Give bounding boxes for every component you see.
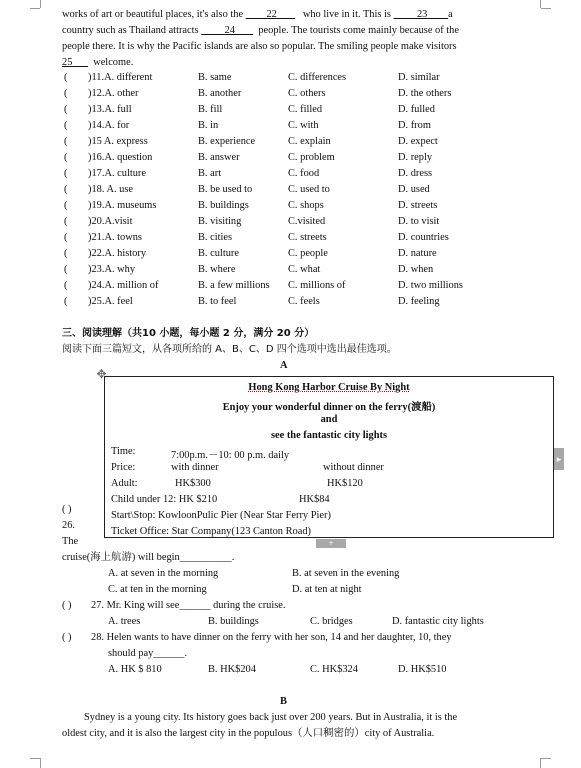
ticket-office: Ticket Office: Star Company(123 Canton Road)	[111, 526, 311, 537]
option-c[interactable]: C. millions of	[288, 280, 346, 291]
passage-line	[62, 56, 133, 69]
question-number: )18. A. use	[88, 184, 134, 195]
q27-paren: ( )	[62, 600, 72, 611]
option-d[interactable]: D. countries	[398, 232, 449, 243]
question-number: )11.A. different	[88, 72, 153, 83]
crop-mark	[40, 758, 41, 768]
option-b[interactable]: B. another	[198, 88, 242, 99]
question-number: )17.A. culture	[88, 168, 146, 179]
answer-paren: (	[64, 280, 68, 291]
child-label: Child under 12: HK $210	[111, 494, 218, 505]
option-c[interactable]: C. with	[288, 120, 319, 131]
answer-paren: (	[64, 248, 68, 259]
q28-stem-continued: should pay______.	[108, 648, 188, 659]
option-c[interactable]: C. problem	[288, 152, 335, 163]
answer-paren: (	[64, 200, 68, 211]
crop-mark	[30, 8, 40, 9]
question-number: )20.A.visit	[88, 216, 133, 227]
option-c[interactable]: C. what	[288, 264, 321, 275]
blank-24: 24	[224, 25, 235, 36]
answer-paren: (	[64, 184, 68, 195]
blank-22: 22	[266, 9, 277, 20]
option-d[interactable]: D. streets	[398, 200, 438, 211]
answer-paren: (	[64, 216, 68, 227]
crop-mark	[540, 758, 541, 768]
question-number: )12.A. other	[88, 88, 139, 99]
option-b[interactable]: B. experience	[198, 136, 256, 147]
answer-paren: (	[64, 104, 68, 115]
option-d[interactable]: D. used	[398, 184, 430, 195]
answer-paren: (	[64, 152, 68, 163]
question-number: )16.A. question	[88, 152, 153, 163]
answer-paren: (	[64, 88, 68, 99]
passage-text: people. The tourists come mainly because of the	[258, 25, 459, 36]
passage-b-line: Sydney is a young city. Its history goes back just over 200 years. But in Australia, it is the	[84, 712, 458, 723]
option-d[interactable]: D. expect	[398, 136, 438, 147]
option-b[interactable]: B. where	[198, 264, 236, 275]
question-number: )23.A. why	[88, 264, 136, 275]
option-b[interactable]: B. to feel	[198, 296, 237, 307]
adult-label: Adult:	[111, 478, 138, 489]
q28-option-c[interactable]: C. HK$324	[310, 664, 358, 675]
option-c[interactable]: C. food	[288, 168, 320, 179]
price-label: Price:	[111, 462, 136, 473]
question-number: )25.A. feel	[88, 296, 133, 307]
option-c[interactable]: C. filled	[288, 104, 323, 115]
q26-number: 26.	[62, 520, 75, 531]
answer-paren: (	[64, 232, 68, 243]
passage-text: welcome.	[93, 57, 134, 68]
q26-option-c[interactable]: C. at ten in the morning	[108, 584, 207, 595]
q28-option-a[interactable]: A. HK $ 810	[108, 664, 162, 675]
price-with-dinner: with dinner	[171, 462, 219, 473]
option-d[interactable]: D. the others	[398, 88, 452, 99]
option-b[interactable]: B. buildings	[198, 200, 249, 211]
option-c[interactable]: C. others	[288, 88, 326, 99]
q27-option-a[interactable]: A. trees	[108, 616, 141, 627]
question-number: )24.A. million of	[88, 280, 159, 291]
q28-stem: 28. Helen wants to have dinner on the ferry with her son, 14 and her daughter, 10, they	[91, 632, 452, 643]
add-row-button[interactable]: +	[316, 539, 346, 548]
question-number: )19.A. museums	[88, 200, 157, 211]
option-c[interactable]: C. explain	[288, 136, 331, 147]
option-c[interactable]: C. shops	[288, 200, 324, 211]
passage-text: works of art or beautiful places, it's also the	[62, 9, 244, 20]
ad-line2: Enjoy your wonderful dinner on the ferry(渡船)	[222, 402, 436, 413]
q26-option-a[interactable]: A. at seven in the morning	[108, 568, 219, 579]
passage-b-label: B	[280, 696, 287, 707]
adult-without-price: HK$120	[327, 478, 363, 489]
child-without-price: HK$84	[299, 494, 330, 505]
option-d[interactable]: D. fulled	[398, 104, 435, 115]
q26-paren: ( )	[62, 504, 72, 515]
option-b[interactable]: B. a few millions	[198, 280, 270, 291]
option-c[interactable]: C. streets	[288, 232, 327, 243]
section-instruction: 阅读下面三篇短文，从各项所给的 A、B、C、D 四个选项中选出最佳选项。	[62, 344, 397, 355]
passage-a-label: A	[280, 360, 288, 371]
answer-paren: (	[64, 72, 68, 83]
blank-25: 25	[62, 57, 73, 68]
blank-23: 23	[416, 9, 428, 20]
option-d[interactable]: D. nature	[398, 248, 437, 259]
option-b[interactable]: B. culture	[198, 248, 239, 259]
q27-option-c[interactable]: C. bridges	[310, 616, 353, 627]
move-handle-icon[interactable]: ✥	[96, 367, 107, 381]
option-d[interactable]: D. two millions	[398, 280, 463, 291]
question-number: )13.A. full	[88, 104, 132, 115]
q26-option-b[interactable]: B. at seven in the evening	[292, 568, 400, 579]
ad-line3: and	[320, 414, 338, 425]
passage-line	[62, 40, 457, 53]
question-number: )14.A. for	[88, 120, 130, 131]
crop-mark	[30, 758, 40, 759]
q26-option-d[interactable]: D. at ten at night	[292, 584, 362, 595]
crop-mark	[541, 758, 551, 759]
passage-text: people there. It is why the Pacific islands are also so popular. The smiling people make visitors	[62, 41, 457, 52]
option-c[interactable]: C.visited	[288, 216, 326, 227]
option-b[interactable]: B. in	[198, 120, 219, 131]
option-d[interactable]: D. reply	[398, 152, 433, 163]
q28-paren: ( )	[62, 632, 72, 643]
q27-option-b[interactable]: B. buildings	[208, 616, 259, 627]
q27-stem: 27. Mr. King will see______ during the cruise.	[91, 600, 286, 611]
answer-paren: (	[64, 264, 68, 275]
crop-mark	[40, 0, 41, 8]
option-c[interactable]: C. feels	[288, 296, 320, 307]
passage-line	[62, 24, 459, 37]
q27-option-d[interactable]: D. fantastic city lights	[392, 616, 484, 627]
q28-option-b[interactable]: B. HK$204	[208, 664, 256, 675]
resize-handle-right[interactable]: ▸	[554, 448, 564, 470]
option-c[interactable]: C. differences	[288, 72, 347, 83]
time-label: Time:	[111, 446, 136, 457]
option-d[interactable]: D. when	[398, 264, 434, 275]
option-d[interactable]: D. similar	[398, 72, 440, 83]
price-without-dinner: without dinner	[323, 462, 384, 473]
adult-with-price: HK$300	[175, 478, 211, 489]
option-b[interactable]: B. same	[198, 72, 232, 83]
q28-option-d[interactable]: D. HK$510	[398, 664, 447, 675]
option-b[interactable]: B. be used to	[198, 184, 253, 195]
option-c[interactable]: C. used to	[288, 184, 330, 195]
answer-paren: (	[64, 120, 68, 131]
question-number: )15 A. express	[88, 136, 148, 147]
start-stop: Start\Stop: KowloonPulic Pier (Near Star Ferry Pier)	[111, 510, 331, 521]
answer-paren: (	[64, 296, 68, 307]
option-d[interactable]: D. from	[398, 120, 431, 131]
ad-title: Hong Kong Harbor Cruise By Night	[248, 382, 410, 393]
option-d[interactable]: D. to visit	[398, 216, 440, 227]
q26-stem: cruise(海上航游) will begin__________.	[62, 552, 235, 563]
option-b[interactable]: B. cities	[198, 232, 233, 243]
crop-mark	[541, 8, 551, 9]
passage-text: who live in it. This is	[302, 9, 391, 20]
option-d[interactable]: D. dress	[398, 168, 433, 179]
option-d[interactable]: D. feeling	[398, 296, 440, 307]
section-title: 三、阅读理解（共10 小题，每小题 2 分，满分 20 分）	[62, 328, 315, 339]
passage-b-line: oldest city, and it is also the largest city in the populous（人口稠密的）city of Australia.	[62, 728, 435, 739]
time-value: 7:00p.m.－10: 00 p.m. daily	[171, 450, 290, 461]
passage-line: works of art or beautiful places, it's also the 22 who live in it. This is 23 a	[62, 9, 453, 20]
question-number: )21.A. towns	[88, 232, 142, 243]
question-number: )22.A. history	[88, 248, 147, 259]
crop-mark	[540, 0, 541, 8]
option-c[interactable]: C. people	[288, 248, 328, 259]
ad-box	[104, 376, 554, 538]
answer-paren: (	[64, 168, 68, 179]
option-b[interactable]: B. art	[198, 168, 222, 179]
passage-text: country such as Thailand attracts	[62, 25, 199, 36]
option-b[interactable]: B. fill	[198, 104, 223, 115]
answer-paren: (	[64, 136, 68, 147]
q26-the: The	[62, 536, 79, 547]
option-b[interactable]: B. visiting	[198, 216, 242, 227]
option-b[interactable]: B. answer	[198, 152, 240, 163]
ad-line4: see the fantastic city lights	[270, 430, 387, 441]
